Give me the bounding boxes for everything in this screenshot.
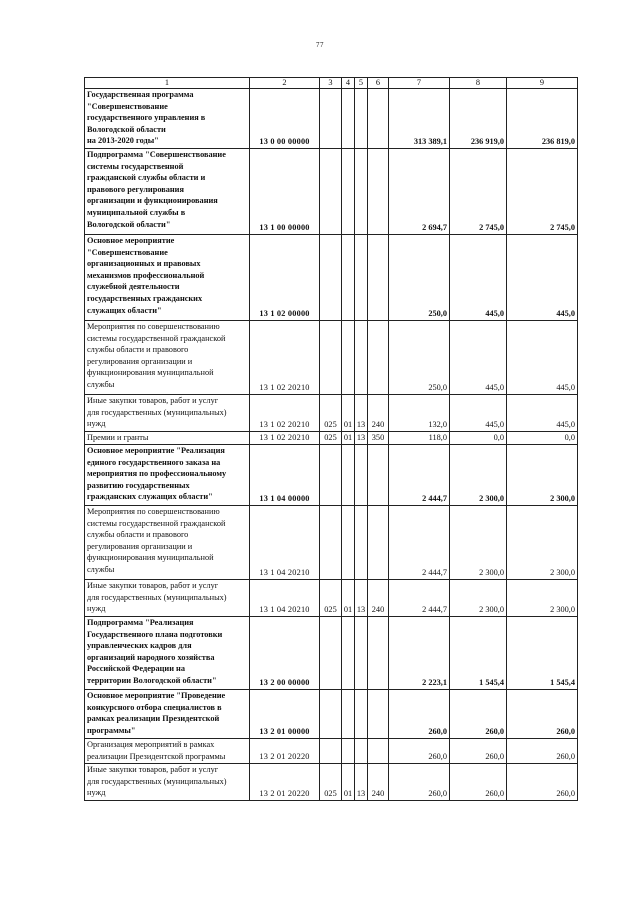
classifier-cell — [342, 235, 355, 321]
row-name-cell — [85, 445, 250, 506]
row-name-line: функционирования муниципальной — [87, 368, 214, 378]
amount-cell: 2 300,0 — [450, 506, 507, 580]
classifier-cell: 240 — [368, 580, 389, 617]
amount-cell: 1 545,4 — [507, 617, 578, 690]
row-name-line: службы области и правового — [87, 345, 189, 355]
classifier-cell — [368, 739, 389, 764]
row-name-line: механизмов профессиональной — [87, 270, 205, 280]
code-cell: 13 1 04 20210 — [250, 580, 320, 617]
classifier-cell — [342, 739, 355, 764]
table-row — [85, 321, 578, 395]
budget-table — [84, 77, 578, 801]
code-cell: 13 1 02 20210 — [250, 395, 320, 432]
amount-cell: 236 919,0 — [450, 89, 507, 149]
table-row — [85, 445, 578, 506]
row-name-line: служебной деятельности — [87, 282, 180, 292]
amount-cell: 118,0 — [389, 432, 450, 445]
row-name-line: организации и функционирования — [87, 196, 218, 206]
amount-cell: 2 300,0 — [450, 445, 507, 506]
row-name-line: регулирования организации и — [87, 356, 193, 366]
amount-cell: 260,0 — [450, 739, 507, 764]
amount-cell: 1 545,4 — [450, 617, 507, 690]
classifier-cell — [320, 739, 342, 764]
code-cell: 13 0 00 00000 — [250, 89, 320, 149]
table-row — [85, 739, 578, 764]
classifier-cell: 240 — [368, 395, 389, 432]
amount-cell: 2 300,0 — [507, 506, 578, 580]
row-name-line: нужд — [87, 604, 106, 614]
header-cell: 9 — [507, 78, 578, 89]
classifier-cell — [342, 445, 355, 506]
classifier-cell: 025 — [320, 580, 342, 617]
header-cell: 6 — [368, 78, 389, 89]
classifier-cell — [355, 506, 368, 580]
classifier-cell — [320, 149, 342, 235]
amount-cell: 445,0 — [507, 235, 578, 321]
amount-cell: 2 745,0 — [507, 149, 578, 235]
amount-cell: 0,0 — [450, 432, 507, 445]
code-cell: 13 2 01 20220 — [250, 739, 320, 764]
row-name-line: единого государственного заказа на — [87, 457, 221, 467]
header-cell: 8 — [450, 78, 507, 89]
table-row — [85, 580, 578, 617]
classifier-cell — [355, 321, 368, 395]
table-row — [85, 149, 578, 235]
classifier-cell — [368, 149, 389, 235]
row-name-line: Государственная программа — [87, 90, 194, 99]
table-row — [85, 235, 578, 321]
row-name-cell — [85, 321, 250, 395]
classifier-cell — [368, 235, 389, 321]
row-name-line: государственного управления в — [87, 113, 206, 123]
row-name-line: реализации Президентской программы — [87, 751, 226, 761]
classifier-cell — [342, 89, 355, 149]
row-name-cell — [85, 580, 250, 617]
row-name-cell — [85, 764, 250, 801]
amount-cell: 260,0 — [450, 690, 507, 739]
row-name-line: регулирования организации и — [87, 541, 193, 551]
row-name-cell — [85, 617, 250, 690]
classifier-cell — [320, 89, 342, 149]
code-cell: 13 1 02 20210 — [250, 432, 320, 445]
classifier-cell: 025 — [320, 432, 342, 445]
row-name-line: функционирования муниципальной — [87, 553, 214, 563]
row-name-line: рамках реализации Президентской — [87, 714, 220, 724]
row-name-line: Организация мероприятий в рамках — [87, 740, 215, 749]
header-row — [85, 78, 578, 89]
amount-cell: 260,0 — [507, 764, 578, 801]
classifier-cell — [355, 89, 368, 149]
amount-cell: 2 300,0 — [450, 580, 507, 617]
classifier-cell — [320, 506, 342, 580]
classifier-cell: 240 — [368, 764, 389, 801]
row-name-line: гражданской службы области и — [87, 173, 206, 183]
row-name-line: Подпрограмма "Совершенствование — [87, 150, 226, 159]
classifier-cell: 13 — [355, 580, 368, 617]
classifier-cell: 13 — [355, 764, 368, 801]
row-name-line: нужд — [87, 419, 106, 429]
row-name-line: Государственного плана подготовки — [87, 629, 223, 639]
classifier-cell — [355, 690, 368, 739]
row-name-line: системы государственной гражданской — [87, 333, 226, 343]
classifier-cell: 01 — [342, 395, 355, 432]
row-name-line: муниципальной службы в — [87, 207, 186, 217]
classifier-cell — [342, 690, 355, 739]
row-name-line: для государственных (муниципальных) — [87, 592, 227, 602]
row-name-line: Российской Федерации на — [87, 664, 185, 674]
amount-cell: 2 300,0 — [507, 445, 578, 506]
code-cell: 13 2 00 00000 — [250, 617, 320, 690]
row-name-line: Иные закупки товаров, работ и услуг — [87, 396, 219, 405]
amount-cell: 260,0 — [507, 690, 578, 739]
classifier-cell — [355, 445, 368, 506]
classifier-cell — [320, 690, 342, 739]
header-cell: 4 — [342, 78, 355, 89]
row-name-line: на 2013-2020 годы" — [87, 136, 159, 146]
table-row — [85, 690, 578, 739]
row-name-line: Мероприятия по совершенствованию — [87, 507, 220, 516]
amount-cell: 445,0 — [450, 395, 507, 432]
page-number: 77 — [316, 41, 324, 49]
amount-cell: 2 223,1 — [389, 617, 450, 690]
row-name-line: службы — [87, 564, 115, 574]
row-name-line: Иные закупки товаров, работ и услуг — [87, 581, 219, 590]
row-name-line: "Совершенствование — [87, 247, 168, 257]
row-name-line: служащих области" — [87, 305, 162, 315]
row-name-line: "Совершенствование — [87, 101, 168, 111]
classifier-cell: 13 — [355, 395, 368, 432]
table-row — [85, 395, 578, 432]
classifier-cell — [320, 235, 342, 321]
row-name-line: для государственных (муниципальных) — [87, 776, 227, 786]
header-cell: 7 — [389, 78, 450, 89]
classifier-cell — [368, 445, 389, 506]
row-name-line: службы — [87, 379, 115, 389]
row-name-cell — [85, 690, 250, 739]
amount-cell: 2 444,7 — [389, 580, 450, 617]
classifier-cell: 01 — [342, 432, 355, 445]
classifier-cell — [342, 321, 355, 395]
row-name-line: программы" — [87, 725, 136, 735]
row-name-line: организационных и правовых — [87, 259, 201, 269]
code-cell: 13 2 01 20220 — [250, 764, 320, 801]
classifier-cell — [355, 149, 368, 235]
row-name-cell — [85, 395, 250, 432]
row-name-line: правового регулирования — [87, 184, 184, 194]
amount-cell: 445,0 — [450, 321, 507, 395]
code-cell: 13 1 04 20210 — [250, 506, 320, 580]
amount-cell: 2 694,7 — [389, 149, 450, 235]
row-name-line: для государственных (муниципальных) — [87, 407, 227, 417]
row-name-line: Премии и гранты — [87, 433, 149, 442]
classifier-cell — [368, 321, 389, 395]
classifier-cell — [342, 506, 355, 580]
row-name-line: нужд — [87, 788, 106, 798]
amount-cell: 445,0 — [507, 395, 578, 432]
row-name-line: государственных гражданских — [87, 293, 203, 303]
code-cell: 13 1 02 00000 — [250, 235, 320, 321]
row-name-line: Мероприятия по совершенствованию — [87, 322, 220, 331]
amount-cell: 260,0 — [389, 690, 450, 739]
row-name-cell — [85, 506, 250, 580]
row-name-line: конкурсного отбора специалистов в — [87, 702, 222, 712]
amount-cell: 236 819,0 — [507, 89, 578, 149]
row-name-line: Основное мероприятие "Реализация — [87, 446, 225, 455]
classifier-cell — [355, 739, 368, 764]
amount-cell: 2 745,0 — [450, 149, 507, 235]
code-cell: 13 2 01 00000 — [250, 690, 320, 739]
code-cell: 13 1 00 00000 — [250, 149, 320, 235]
amount-cell: 260,0 — [507, 739, 578, 764]
header-cell: 2 — [250, 78, 320, 89]
classifier-cell — [320, 617, 342, 690]
table-row — [85, 432, 578, 445]
row-name-line: Основное мероприятие "Проведение — [87, 691, 226, 700]
classifier-cell — [368, 690, 389, 739]
code-cell: 13 1 04 00000 — [250, 445, 320, 506]
row-name-cell — [85, 235, 250, 321]
classifier-cell — [342, 617, 355, 690]
amount-cell: 2 444,7 — [389, 506, 450, 580]
row-name-line: организаций народного хозяйства — [87, 652, 215, 662]
header-cell: 5 — [355, 78, 368, 89]
row-name-cell — [85, 149, 250, 235]
classifier-cell — [355, 235, 368, 321]
code-cell: 13 1 02 20210 — [250, 321, 320, 395]
classifier-cell: 025 — [320, 395, 342, 432]
amount-cell: 250,0 — [389, 235, 450, 321]
classifier-cell: 025 — [320, 764, 342, 801]
table-row — [85, 764, 578, 801]
row-name-line: Иные закупки товаров, работ и услуг — [87, 765, 219, 774]
amount-cell: 260,0 — [389, 764, 450, 801]
amount-cell: 445,0 — [450, 235, 507, 321]
amount-cell: 260,0 — [389, 739, 450, 764]
row-name-line: развитию государственных — [87, 480, 190, 490]
row-name-line: системы государственной — [87, 161, 184, 171]
header-cell: 1 — [85, 78, 250, 89]
row-name-line: Подпрограмма "Реализация — [87, 618, 194, 627]
classifier-cell: 01 — [342, 580, 355, 617]
row-name-line: гражданских служащих области" — [87, 492, 213, 502]
classifier-cell — [320, 321, 342, 395]
classifier-cell — [320, 445, 342, 506]
amount-cell: 2 300,0 — [507, 580, 578, 617]
header-cell: 3 — [320, 78, 342, 89]
amount-cell: 260,0 — [450, 764, 507, 801]
row-name-line: службы области и правового — [87, 530, 189, 540]
amount-cell: 250,0 — [389, 321, 450, 395]
row-name-line: системы государственной гражданской — [87, 518, 226, 528]
row-name-line: Вологодской области — [87, 124, 166, 134]
table-row — [85, 617, 578, 690]
row-name-cell — [85, 432, 250, 445]
row-name-cell — [85, 739, 250, 764]
classifier-cell — [368, 89, 389, 149]
row-name-line: мероприятия по профессиональному — [87, 469, 227, 479]
amount-cell: 0,0 — [507, 432, 578, 445]
row-name-cell — [85, 89, 250, 149]
classifier-cell — [368, 506, 389, 580]
table-row — [85, 89, 578, 149]
amount-cell: 132,0 — [389, 395, 450, 432]
row-name-line: управленческих кадров для — [87, 641, 192, 651]
classifier-cell — [355, 617, 368, 690]
classifier-cell — [342, 149, 355, 235]
amount-cell: 2 444,7 — [389, 445, 450, 506]
row-name-line: Основное мероприятие — [87, 236, 175, 245]
classifier-cell: 01 — [342, 764, 355, 801]
row-name-line: территории Вологодской области" — [87, 675, 217, 685]
table-row — [85, 506, 578, 580]
classifier-cell: 350 — [368, 432, 389, 445]
amount-cell: 445,0 — [507, 321, 578, 395]
classifier-cell: 13 — [355, 432, 368, 445]
amount-cell: 313 389,1 — [389, 89, 450, 149]
row-name-line: Вологодской области" — [87, 219, 171, 229]
classifier-cell — [368, 617, 389, 690]
